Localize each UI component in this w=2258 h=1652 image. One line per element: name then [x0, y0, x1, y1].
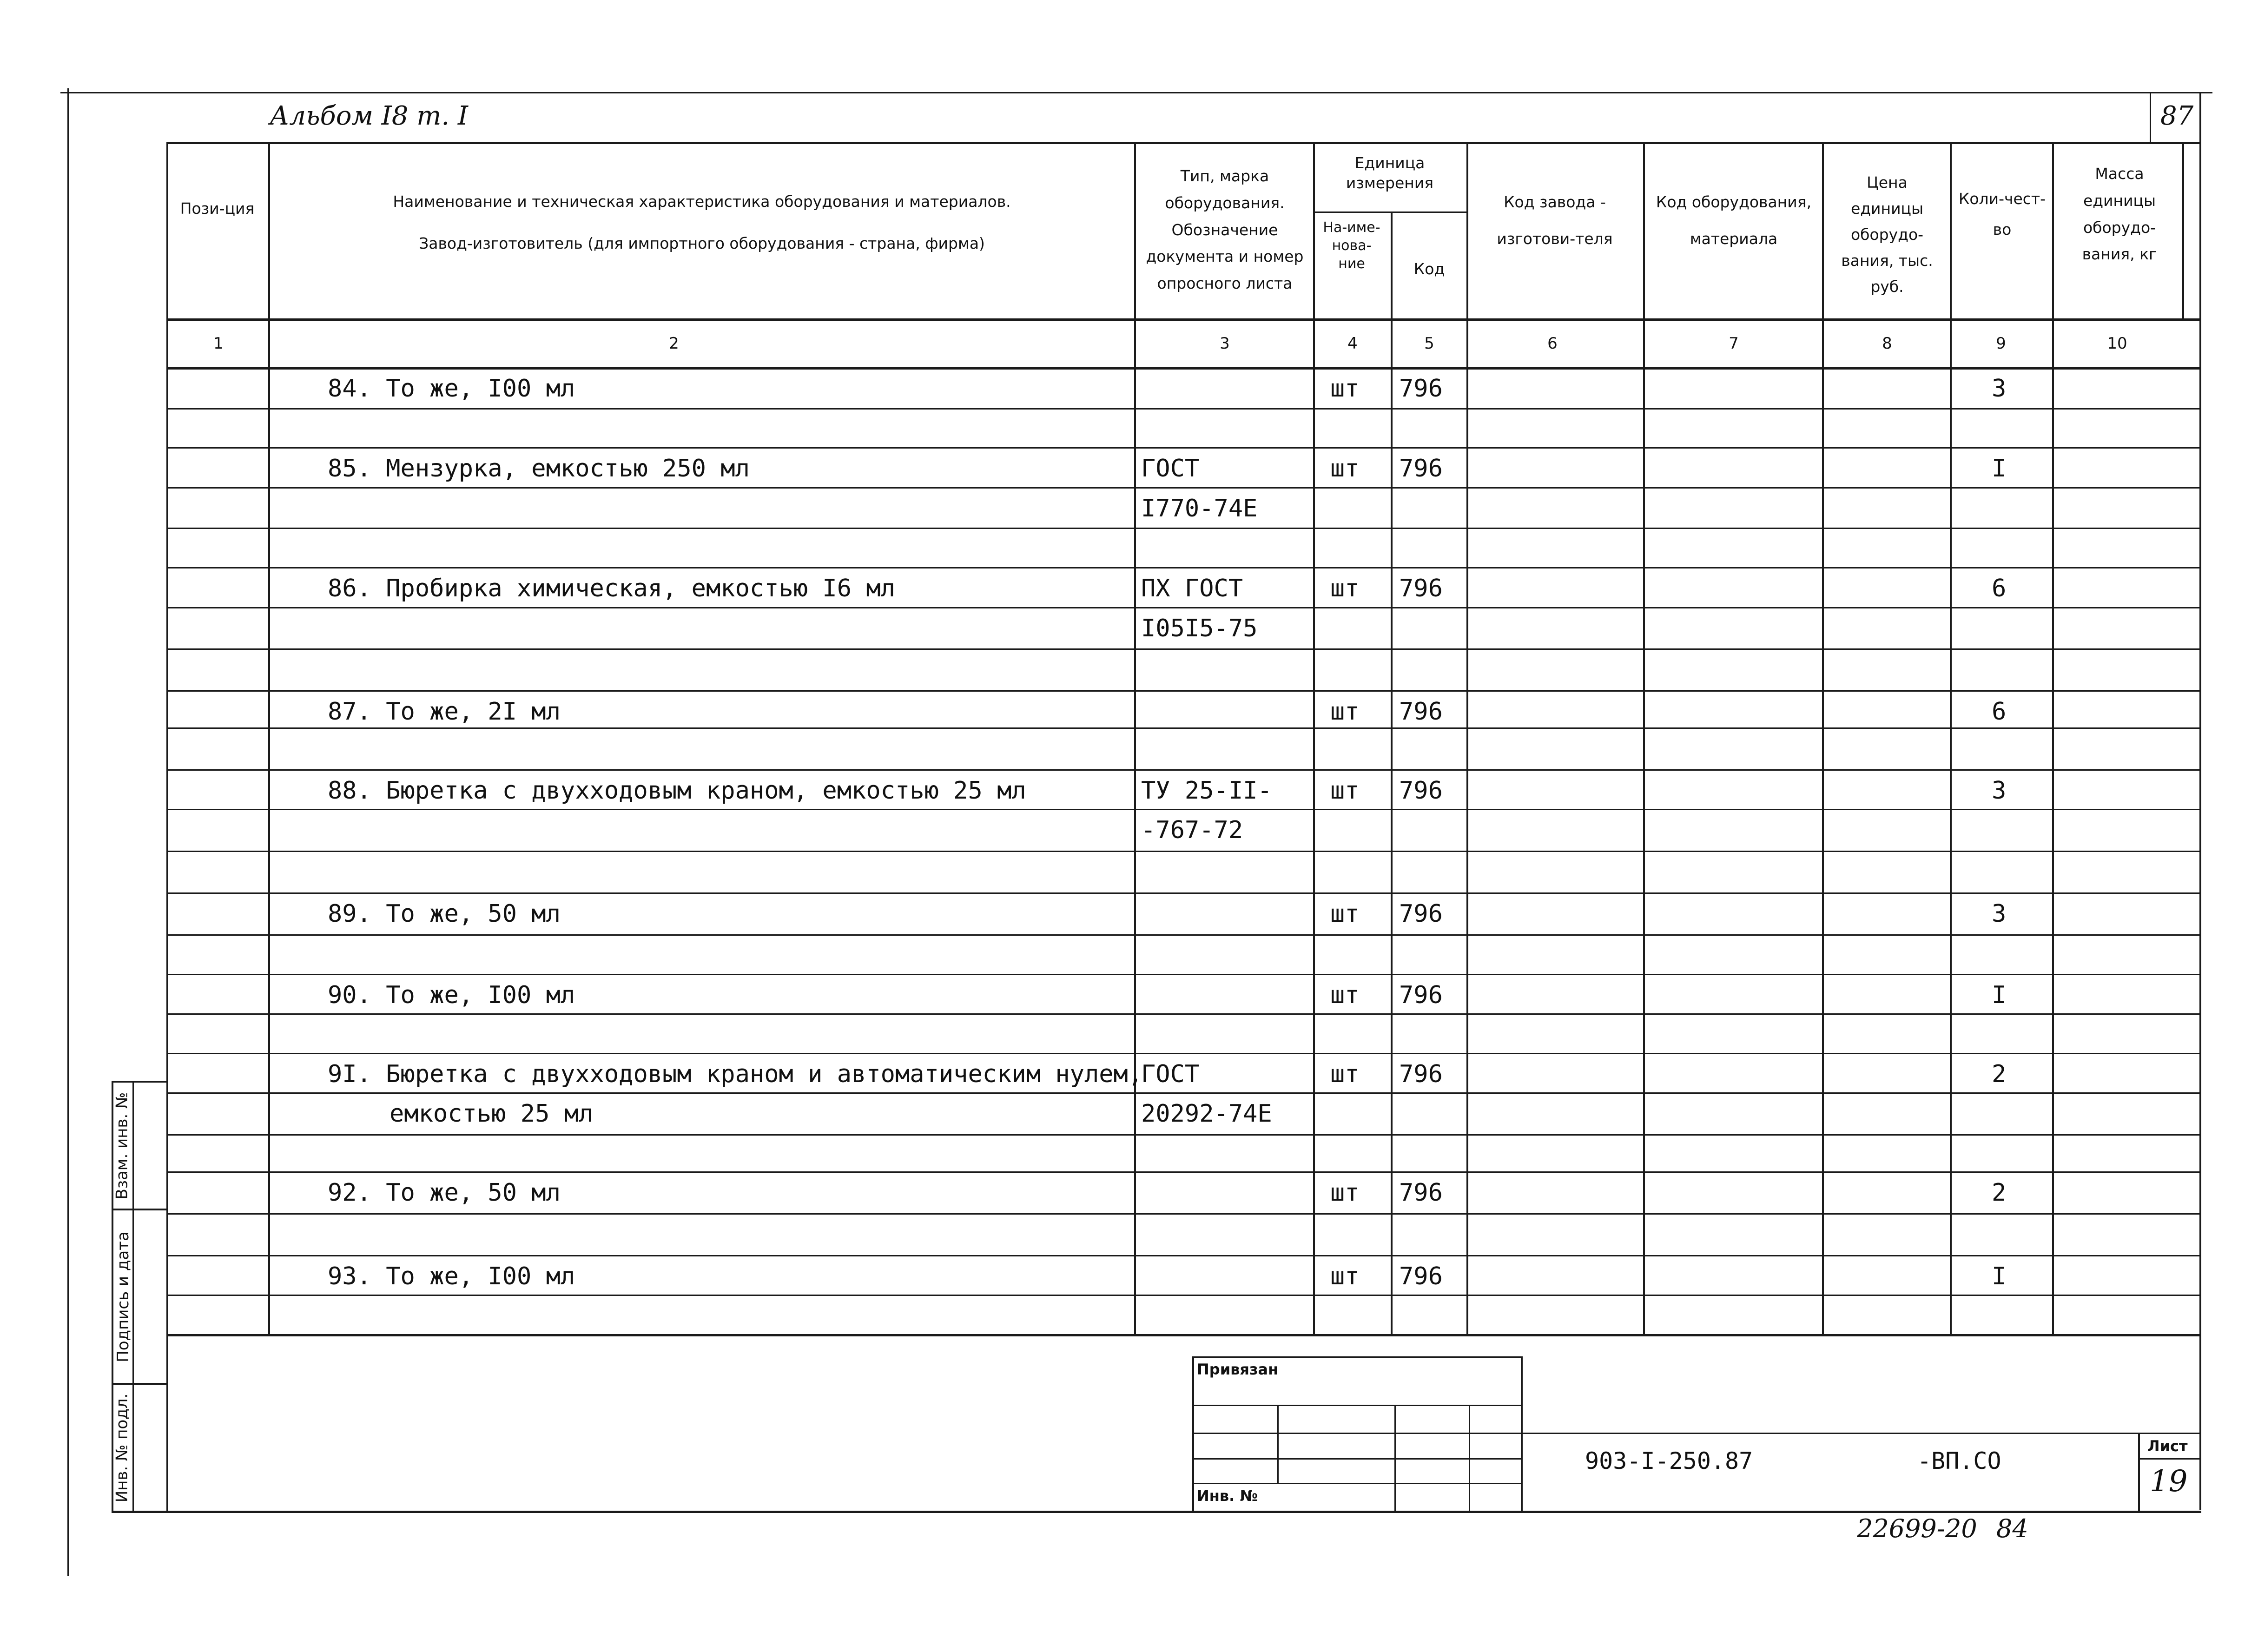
row-unit: шт	[1330, 777, 1360, 805]
stamp-grid-h4	[1192, 1483, 1522, 1484]
row-code: 796	[1399, 375, 1443, 403]
col-divider-5	[1466, 142, 1468, 1335]
sheet-box-mid	[2138, 1458, 2201, 1460]
page-number-box-left	[2150, 92, 2151, 142]
col-divider-4	[1391, 211, 1393, 1335]
doc-suffix: -ВП.СО	[1917, 1447, 2001, 1474]
col-divider-7	[1822, 142, 1824, 1335]
header-col9: Коли-чест-во	[1958, 190, 2046, 238]
row-qty: 6	[1992, 698, 2007, 726]
col-divider-3	[1313, 142, 1315, 1335]
row-qty: I	[1992, 981, 2007, 1009]
stamp-grid-v3	[1469, 1405, 1470, 1512]
row-unit: шт	[1330, 1179, 1360, 1207]
row-divider	[166, 769, 2201, 771]
header-col6: Код завода - изготови-теля	[1497, 193, 1613, 248]
row-doc: ТУ 25-II-	[1141, 777, 1272, 805]
header-col10: Масса единицы оборудо-вания, кг	[2082, 165, 2157, 264]
colnum-7: 7	[1729, 334, 1739, 353]
row-qty: 3	[1992, 375, 2007, 403]
row-divider	[166, 447, 2201, 449]
row-name: емкостью 25 мл	[390, 1100, 594, 1128]
side-label-vzam: Взам. инв. №	[112, 1092, 132, 1200]
footer-suffix: 84	[1996, 1514, 2028, 1543]
row-code: 796	[1399, 777, 1443, 805]
frame-left-outer	[67, 88, 69, 1576]
colnum-5: 5	[1424, 334, 1434, 353]
doc-code: 903-I-250.87	[1585, 1447, 1753, 1474]
header-col3: Тип, марка оборудования. Обозначение документа и номер опросного листа	[1146, 167, 1304, 292]
title-block-top	[1521, 1433, 2201, 1434]
row-divider	[166, 934, 2201, 936]
colnum-1: 1	[213, 334, 224, 353]
stamp-grid-h1	[1192, 1405, 1522, 1406]
frame-left-inner	[166, 142, 168, 1513]
row-doc: ПХ ГОСТ	[1141, 575, 1243, 602]
header-col1: Пози-ция	[180, 199, 255, 218]
colnum-2: 2	[669, 334, 679, 353]
row-unit: шт	[1330, 375, 1360, 403]
frame-right	[2199, 92, 2201, 1510]
row-code: 796	[1399, 1262, 1443, 1290]
colnum-9: 9	[1996, 334, 2006, 353]
row-name: 84. То же, I00 мл	[328, 375, 575, 403]
row-divider	[166, 648, 2201, 650]
stamp-grid-h3	[1192, 1458, 1522, 1460]
row-code: 796	[1399, 1179, 1443, 1207]
table-bottom-line	[166, 1334, 2201, 1336]
row-qty: I	[1992, 1262, 2007, 1290]
row-divider	[166, 1092, 2201, 1094]
colnum-6: 6	[1547, 334, 1558, 353]
row-qty: 3	[1992, 777, 2007, 805]
colnum-bottom-line	[166, 367, 2201, 370]
colnum-10: 10	[2107, 334, 2127, 353]
row-doc: ГОСТ	[1141, 1060, 1200, 1088]
table-top-line	[166, 142, 2201, 144]
row-name: 93. То же, I00 мл	[328, 1262, 575, 1290]
row-doc: ГОСТ	[1141, 455, 1200, 482]
colnum-8: 8	[1882, 334, 1892, 353]
side-strip-sep-2	[112, 1383, 167, 1385]
page-number-top: 87	[2160, 101, 2194, 131]
stamp-grid-v2	[1394, 1405, 1396, 1512]
row-doc: 20292-74Е	[1141, 1100, 1272, 1128]
col-divider-9	[2052, 142, 2054, 1335]
row-unit: шт	[1330, 455, 1360, 482]
stamp-inv-no: Инв. №	[1197, 1487, 1258, 1505]
header-col5: Код	[1413, 260, 1445, 278]
header-col7: Код оборудования, материала	[1656, 193, 1812, 248]
row-name: 92. То же, 50 мл	[328, 1179, 561, 1207]
row-code: 796	[1399, 981, 1443, 1009]
row-name: 88. Бюретка с двухходовым краном, емкостью 25 мл	[328, 777, 1026, 805]
row-name: 9I. Бюретка с двухходовым краном и автоматическим нулем,	[328, 1060, 1143, 1088]
row-code: 796	[1399, 455, 1443, 482]
row-divider	[166, 690, 2201, 692]
row-divider	[166, 607, 2201, 608]
row-code: 796	[1399, 900, 1443, 928]
frame-bottom	[112, 1511, 2201, 1513]
row-divider	[166, 1295, 2201, 1296]
side-strip-sep-1	[112, 1209, 167, 1210]
row-divider	[166, 1134, 2201, 1136]
header-col8: Цена единицы оборудо-вания, тыс. руб.	[1841, 173, 1933, 296]
stamp-privyazan: Привязан	[1197, 1361, 1279, 1378]
row-divider	[166, 1013, 2201, 1015]
row-unit: шт	[1330, 575, 1360, 602]
row-unit: шт	[1330, 1060, 1360, 1088]
sheet-number: 19	[2150, 1464, 2188, 1499]
side-strip-top	[112, 1081, 167, 1083]
row-code: 796	[1399, 1060, 1443, 1088]
side-label-podpis: Подпись и дата	[114, 1231, 132, 1362]
col-divider-6	[1643, 142, 1645, 1335]
row-divider	[166, 809, 2201, 810]
side-strip-mid	[132, 1081, 134, 1513]
row-code: 796	[1399, 698, 1443, 726]
stamp-grid-h2	[1192, 1433, 1522, 1434]
row-name: 86. Пробирка химическая, емкостью I6 мл	[328, 575, 895, 602]
row-divider	[166, 892, 2201, 894]
side-label-inv: Инв. № подл.	[112, 1393, 132, 1503]
row-unit: шт	[1330, 900, 1360, 928]
row-divider	[166, 408, 2201, 410]
row-divider	[166, 1255, 2201, 1256]
header-bottom-line	[166, 318, 2201, 321]
row-unit: шт	[1330, 1262, 1360, 1290]
stamp-grid-v1	[1277, 1405, 1279, 1484]
header-col4: На-име-нова-ние	[1323, 219, 1380, 272]
row-divider	[166, 487, 2201, 489]
colnum-3: 3	[1220, 334, 1230, 353]
row-qty: 2	[1992, 1060, 2007, 1088]
row-name: 89. То же, 50 мл	[328, 900, 561, 928]
row-name: 87. То же, 2I мл	[328, 698, 561, 726]
colnum-4: 4	[1347, 334, 1358, 353]
row-divider	[166, 1053, 2201, 1054]
sheet-label: Лист	[2147, 1437, 2188, 1455]
header-col2-line1: Наименование и техническая характеристика оборудования и материалов.	[393, 192, 1011, 211]
col-divider-8	[1950, 142, 1952, 1335]
row-qty: 2	[1992, 1179, 2007, 1207]
row-doc: I770-74Е	[1141, 495, 1258, 522]
col-divider-10	[2182, 142, 2184, 321]
row-name: 85. Мензурка, емкостью 250 мл	[328, 455, 750, 482]
frame-top	[60, 92, 2212, 93]
stamp-box-top	[1192, 1356, 1522, 1358]
row-name: 90. То же, I00 мл	[328, 981, 575, 1009]
row-divider	[166, 974, 2201, 975]
header-col45: Единица измерения	[1346, 154, 1434, 192]
row-divider	[166, 727, 2201, 729]
row-divider	[166, 851, 2201, 852]
row-code: 796	[1399, 575, 1443, 602]
row-unit: шт	[1330, 981, 1360, 1009]
footer-number: 22699-20	[1857, 1514, 1977, 1543]
row-divider	[166, 1171, 2201, 1173]
row-divider	[166, 567, 2201, 568]
row-doc: -767-72	[1141, 816, 1243, 844]
col-divider-2	[1134, 142, 1136, 1335]
album-label: Альбом I8 т. I	[270, 101, 469, 131]
row-divider	[166, 1213, 2201, 1215]
row-unit: шт	[1330, 698, 1360, 726]
row-qty: 3	[1992, 900, 2007, 928]
stamp-box-left	[1192, 1356, 1194, 1512]
row-divider	[166, 528, 2201, 529]
row-qty: I	[1992, 455, 2007, 482]
col-divider-1	[268, 142, 270, 1335]
stamp-box-right	[1521, 1356, 1523, 1512]
row-qty: 6	[1992, 575, 2007, 602]
row-doc: I05I5-75	[1141, 615, 1258, 642]
sheet-box-left	[2138, 1433, 2140, 1512]
unit-subheader-line	[1313, 211, 1466, 213]
header-col2-line2: Завод-изготовитель (для импортного оборудования - страна, фирма)	[419, 234, 985, 252]
